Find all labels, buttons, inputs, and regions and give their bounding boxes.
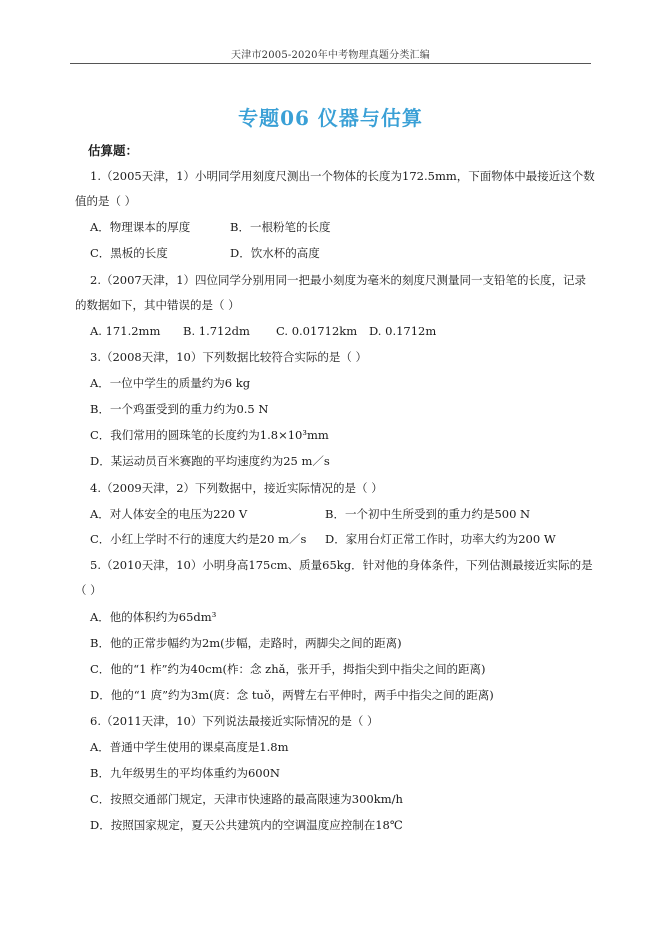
question-6-option-b: B．九年级男生的平均体重约为600N [90, 766, 280, 780]
question-5-line-2: （ ） [75, 583, 102, 597]
question-6-option-a: A．普通中学生使用的课桌高度是1.8m [90, 740, 289, 754]
page-title: 专题06 仪器与估算 [238, 106, 423, 130]
question-1-option-c: C．黑板的长度 [90, 246, 168, 260]
question-1-option-d: D．饮水杯的高度 [230, 246, 320, 260]
section-heading: 估算题： [88, 143, 139, 158]
question-3-option-d: D．某运动员百米赛跑的平均速度约为25 m／s [90, 454, 330, 468]
question-1-line-1: 1.（2005天津，1）小明同学用刻度尺测出一个物体的长度为172.5mm，下面物体中最接近这个数 [90, 169, 595, 183]
question-6-line-1: 6.（2011天津，10）下列说法最接近实际情况的是（ ） [90, 714, 379, 728]
question-4-option-b: B．一个初中生所受到的重力约是500 N [325, 507, 531, 521]
page-header: 天津市2005-2020年中考物理真题分类汇编 [231, 50, 430, 61]
question-5-option-a: A．他的体积约为65dm³ [90, 610, 217, 624]
question-2-option-c: C. 0.01712km [276, 324, 358, 338]
question-2-option-a: A. 171.2mm [90, 324, 161, 338]
question-1-option-a: A．物理课本的厚度 [90, 220, 191, 234]
question-2-option-b: B. 1.712dm [183, 324, 250, 338]
question-5-option-b: B．他的正常步幅约为2m(步幅，走路时，两脚尖之间的距离) [90, 636, 402, 650]
question-4-option-c: C．小红上学时不行的速度大约是20 m／s [90, 532, 307, 546]
question-2-option-d: D. 0.1712m [369, 324, 437, 338]
header-rule [70, 63, 591, 64]
question-2-line-2: 的数据如下，其中错误的是（ ） [75, 298, 240, 312]
question-5-line-1: 5.（2010天津，10）小明身高175cm、质量65kg．针对他的身体条件，下列估测最接近实际的是 [90, 558, 593, 572]
question-4-option-a: A．对人体安全的电压为220 V [90, 507, 248, 521]
question-3-option-b: B．一个鸡蛋受到的重力约为0.5 N [90, 402, 269, 416]
question-3-option-a: A．一位中学生的质量约为6 kg [90, 376, 251, 390]
question-2-line-1: 2.（2007天津，1）四位同学分别用同一把最小刻度为毫米的刻度尺测量同一支铅笔的长度，记录 [90, 273, 587, 287]
question-3-line-1: 3.（2008天津，10）下列数据比较符合实际的是（ ） [90, 350, 368, 364]
question-1-option-b: B．一根粉笔的长度 [230, 220, 331, 234]
question-1-line-2: 值的是（ ） [75, 194, 137, 208]
question-5-option-d: D．他的“1 庹”约为3m(庹：念 tuǒ，两臂左右平伸时，两手中指尖之间的距离) [90, 688, 494, 702]
question-3-option-c: C．我们常用的圆珠笔的长度约为1.8×10³mm [90, 428, 329, 442]
question-6-option-c: C．按照交通部门规定，天津市快速路的最高限速为300km/h [90, 792, 403, 806]
question-4-option-d: D．家用台灯正常工作时，功率大约为200 W [325, 532, 556, 546]
question-6-option-d: D．按照国家规定，夏天公共建筑内的空调温度应控制在18℃ [90, 818, 403, 832]
question-4-line-1: 4.（2009天津，2）下列数据中，接近实际情况的是（ ） [90, 481, 383, 495]
question-5-option-c: C．他的“1 柞”约为40cm(柞：念 zhǎ，张开手，拇指尖到中指尖之间的距离) [90, 662, 486, 676]
